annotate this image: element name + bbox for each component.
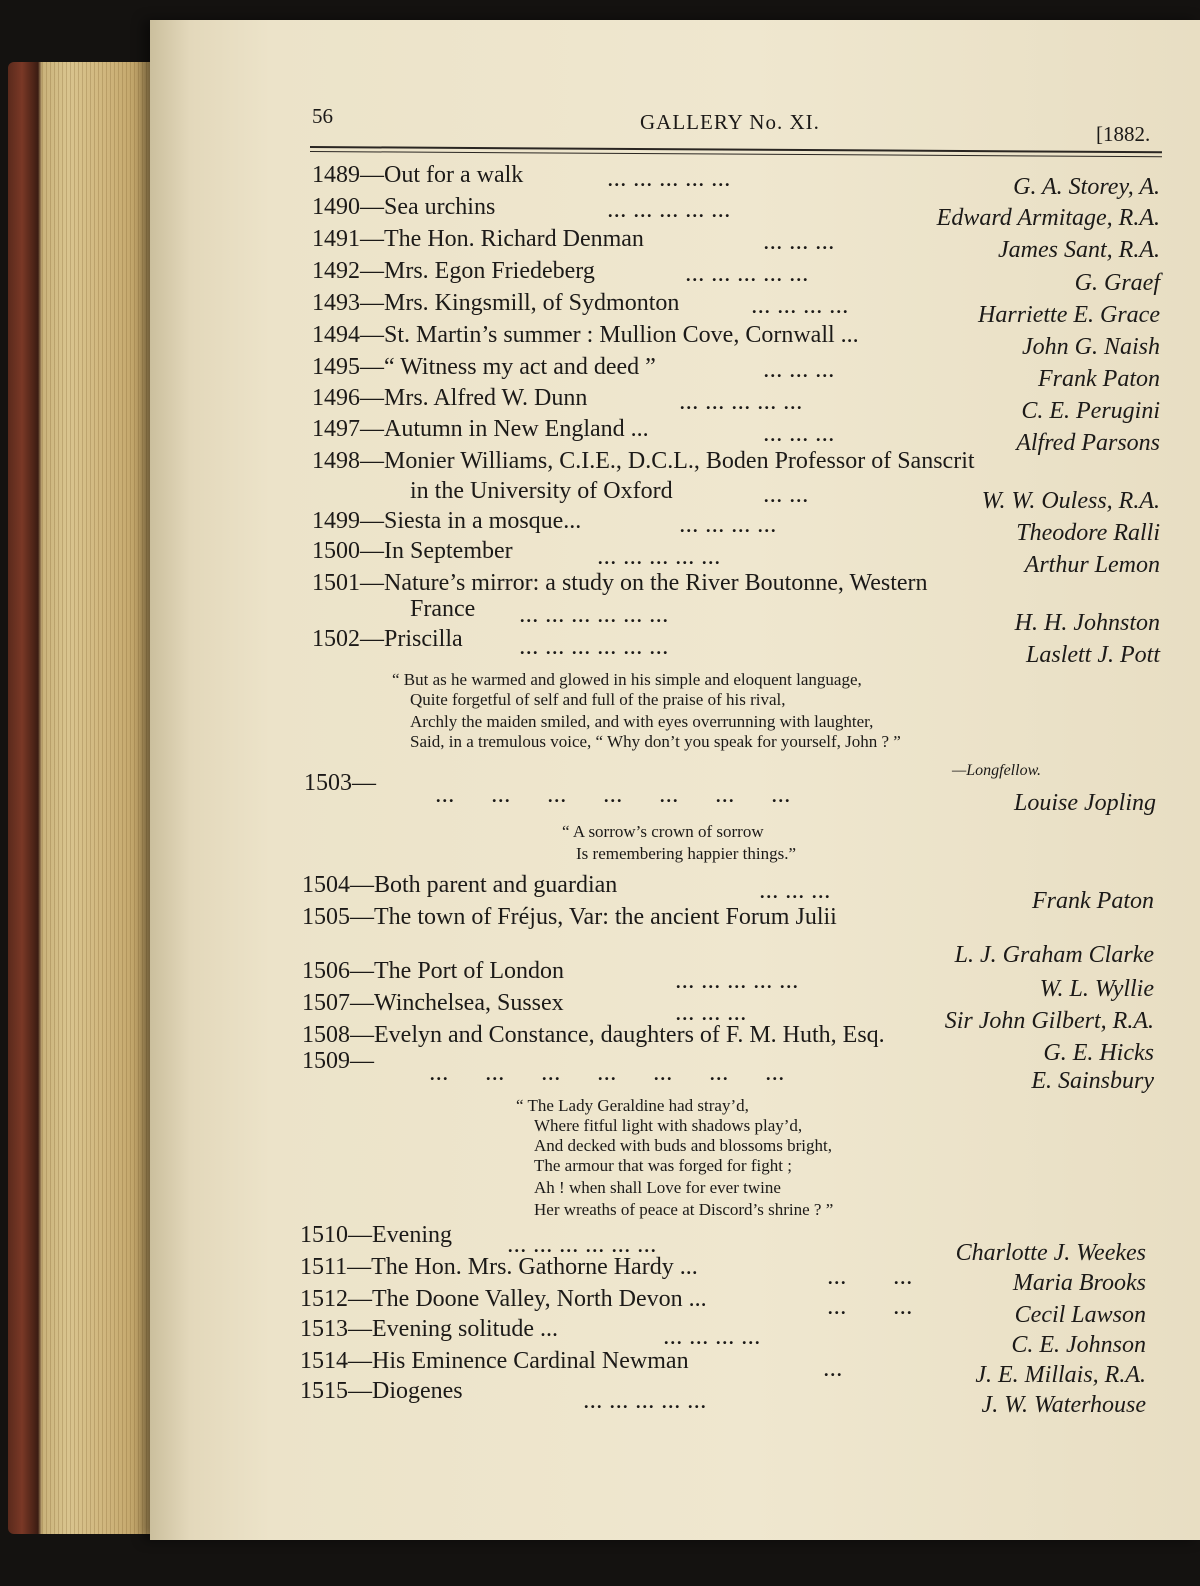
leader-dots: ... ... ... ... ... ...: [520, 606, 670, 626]
entry-title: 1514—His Eminence Cardinal Newman: [300, 1348, 689, 1374]
leader-dots: ... ... ...: [760, 882, 832, 902]
entry-title: 1500—In September: [312, 538, 513, 564]
entry-artist: W. L. Wyllie: [1039, 976, 1154, 1002]
leader-dots: ... ... ... ... ... ... ...: [436, 786, 792, 806]
entry-artist: John G. Naish: [1022, 334, 1160, 360]
entry-artist: G. A. Storey, A.: [1013, 174, 1160, 200]
entry-artist: C. E. Perugini: [1021, 398, 1160, 424]
entry-title: 1508—Evelyn and Constance, daughters of F. M. Huth, Esq.: [302, 1022, 885, 1048]
leader-dots: ... ... ... ... ...: [608, 170, 732, 190]
quote-line: Is remembering happier things.”: [576, 844, 796, 863]
entry-title: 1495—“ Witness my act and deed ”: [312, 354, 656, 380]
entry-artist: Sir John Gilbert, R.A.: [944, 1008, 1154, 1034]
entry-artist: Frank Paton: [1038, 366, 1160, 392]
leader-dots: ... ... ... ... ...: [680, 393, 804, 413]
entry-artist: Harriette E. Grace: [978, 302, 1160, 328]
page-year: [1882.: [1096, 122, 1151, 146]
leader-dots: ... ... ... ...: [664, 1328, 762, 1348]
entry-title: 1507—Winchelsea, Sussex: [302, 990, 564, 1016]
leader-dots: ... ... ... ...: [752, 297, 850, 317]
entry-artist: Charlotte J. Weekes: [955, 1240, 1146, 1266]
entry-title: 1501—Nature’s mirror: a study on the River Boutonne, Western: [312, 570, 928, 596]
leader-dots: ... ... ... ... ...: [608, 201, 732, 221]
leader-dots: ... ...: [764, 486, 810, 506]
entry-title: 1491—The Hon. Richard Denman: [312, 226, 644, 252]
entry-title: 1489—Out for a walk: [312, 162, 524, 188]
entry-title: 1493—Mrs. Kingsmill, of Sydmonton: [312, 290, 680, 316]
leader-dots: ... ...: [828, 1268, 914, 1288]
quote-line: Her wreaths of peace at Discord’s shrine ? ”: [534, 1200, 834, 1219]
entry-title: 1512—The Doone Valley, North Devon ...: [300, 1286, 707, 1312]
leader-dots: ...: [824, 1360, 844, 1380]
quote-line: “ But as he warmed and glowed in his simple and eloquent language,: [392, 670, 862, 689]
entry-artist: Laslett J. Pott: [1026, 642, 1160, 668]
quote-line: Where fitful light with shadows play’d,: [534, 1116, 803, 1135]
leader-dots: ... ...: [828, 1298, 914, 1318]
leader-dots: ... ... ... ... ... ... ...: [430, 1064, 786, 1084]
entry-title: 1499—Siesta in a mosque...: [312, 508, 582, 534]
quote-line: Ah ! when shall Love for ever twine: [534, 1178, 781, 1197]
entry-artist: Cecil Lawson: [1014, 1302, 1146, 1328]
entry-artist: G. E. Hicks: [1043, 1040, 1154, 1066]
leader-dots: ... ... ...: [676, 1004, 748, 1024]
entry-title: 1505—The town of Fréjus, Var: the ancient Forum Julii: [302, 904, 837, 930]
leader-dots: ... ... ...: [764, 233, 836, 253]
quote-line: “ A sorrow’s crown of sorrow: [562, 822, 764, 841]
quote-line: Quite forgetful of self and full of the praise of his rival,: [410, 690, 786, 709]
entry-title: 1498—Monier Williams, C.I.E., D.C.L., Boden Professor of Sanscrit: [312, 448, 975, 474]
entry-title: 1497—Autumn in New England ...: [312, 416, 649, 442]
entry-title: 1509—: [302, 1048, 374, 1074]
entry-artist: Louise Jopling: [1014, 790, 1156, 816]
quote-line: Archly the maiden smiled, and with eyes overrunning with laughter,: [410, 712, 874, 731]
entry-title: 1502—Priscilla: [312, 626, 463, 652]
entry-artist: Maria Brooks: [1012, 1270, 1146, 1296]
page-edges: [42, 62, 160, 1534]
entry-artist: H. H. Johnston: [1014, 610, 1160, 636]
quote-line: The armour that was forged for fight ;: [534, 1156, 792, 1175]
entry-artist: J. W. Waterhouse: [981, 1392, 1146, 1418]
entry-title: 1510—Evening: [300, 1222, 452, 1248]
entry-title: 1511—The Hon. Mrs. Gathorne Hardy ...: [300, 1254, 698, 1280]
entry-artist: Frank Paton: [1032, 888, 1154, 914]
leader-dots: ... ... ... ... ...: [598, 548, 722, 568]
entry-artist: James Sant, R.A.: [998, 237, 1160, 263]
leader-dots: ... ... ...: [764, 361, 836, 381]
entry-artist: C. E. Johnson: [1011, 1332, 1146, 1358]
entry-title: 1506—The Port of London: [302, 958, 564, 984]
quote-line: Said, in a tremulous voice, “ Why don’t you speak for yourself, John ? ”: [410, 732, 901, 751]
leader-dots: ... ... ... ... ...: [676, 972, 800, 992]
entry-title: 1492—Mrs. Egon Friedeberg: [312, 258, 595, 284]
entry-title-continued: France: [410, 596, 476, 622]
leader-dots: ... ... ... ... ... ...: [508, 1236, 658, 1256]
entry-title: 1504—Both parent and guardian: [302, 872, 618, 898]
quote-attribution: —Longfellow.: [952, 762, 1042, 779]
leader-dots: ... ... ... ... ... ...: [520, 638, 670, 658]
leader-dots: ... ... ... ... ...: [686, 265, 810, 285]
entry-title: 1494—St. Martin’s summer : Mullion Cove, Cornwall ...: [312, 322, 859, 348]
entry-artist: Edward Armitage, R.A.: [936, 205, 1160, 231]
entry-title: 1513—Evening solitude ...: [300, 1316, 558, 1342]
entry-title-continued: in the University of Oxford: [410, 478, 673, 504]
leader-dots: ... ... ... ... ...: [584, 1392, 708, 1412]
entry-title: 1490—Sea urchins: [312, 194, 496, 220]
entry-artist: J. E. Millais, R.A.: [975, 1362, 1146, 1388]
leader-dots: ... ... ... ...: [680, 516, 778, 536]
entry-title: 1503—: [304, 770, 376, 796]
entry-artist: W. W. Ouless, R.A.: [981, 488, 1160, 514]
entry-title: 1496—Mrs. Alfred W. Dunn: [312, 385, 588, 411]
page-number: 56: [312, 104, 333, 128]
entry-artist: Theodore Ralli: [1016, 520, 1160, 546]
leader-dots: ... ... ...: [764, 425, 836, 445]
entry-artist: Arthur Lemon: [1024, 552, 1160, 578]
entry-artist: Alfred Parsons: [1016, 430, 1160, 456]
page-heading: GALLERY No. XI.: [640, 110, 820, 134]
quote-line: “ The Lady Geraldine had stray’d,: [516, 1096, 749, 1115]
quote-line: And decked with buds and blossoms bright,: [534, 1136, 832, 1155]
entry-title: 1515—Diogenes: [300, 1378, 463, 1404]
entry-artist: E. Sainsbury: [1031, 1068, 1154, 1094]
entry-artist: G. Graef: [1074, 270, 1160, 296]
entry-artist: L. J. Graham Clarke: [954, 942, 1154, 968]
